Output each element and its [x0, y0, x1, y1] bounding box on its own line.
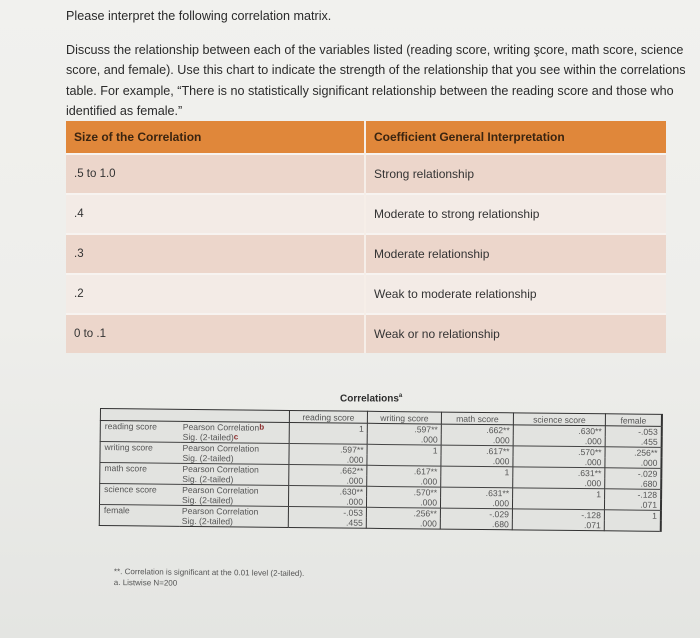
instructions	[66, 6, 686, 122]
cell: .000	[441, 435, 513, 446]
cell: .662**	[441, 424, 513, 435]
column-header: female	[605, 414, 662, 427]
correlation-size-guide-table	[66, 121, 666, 353]
cell: .000	[367, 476, 441, 487]
cell: .256**	[605, 447, 662, 458]
column-header: reading score	[289, 410, 367, 423]
cell: .630**	[513, 425, 605, 436]
cell	[604, 520, 661, 531]
table-notes	[114, 566, 305, 590]
correlations-title-text: Correlations	[340, 393, 399, 405]
significance-note: **. Correlation is significant at the 0.01 level (2-tailed).	[113, 566, 305, 578]
cell: .617**	[441, 445, 513, 456]
cell: .256**	[366, 507, 440, 518]
row-variable: science score	[99, 484, 180, 506]
page-title: Please interpret the following correlation matrix.	[66, 9, 332, 23]
guide-header-interpretation: Coefficient General Interpretation	[365, 121, 666, 154]
cell: .071	[512, 519, 604, 530]
guide-interpretation: Weak to moderate relationship	[365, 274, 666, 314]
cell: .000	[440, 498, 512, 509]
column-header: science score	[513, 413, 605, 426]
cell: -.029	[605, 468, 662, 479]
cell: .631**	[513, 467, 605, 478]
cell: -.128	[605, 489, 662, 500]
correlations-table	[99, 408, 663, 532]
sig-label: Sig. (2-tailed)	[180, 453, 289, 465]
pearson-label: Pearson Correlation	[181, 505, 259, 517]
guide-size: .4	[66, 194, 365, 234]
cell: .000	[288, 496, 366, 507]
row-variable: female	[99, 504, 180, 526]
cell: 1	[289, 422, 367, 433]
pearson-label: Pearson Correlation	[182, 484, 259, 496]
cell: .000	[289, 475, 367, 486]
sig-label: Sig. (2-tailed)	[180, 516, 289, 528]
row-variable: reading score	[100, 421, 181, 443]
cell: .631**	[441, 487, 513, 498]
guide-interpretation: Moderate relationship	[365, 234, 666, 274]
cell: .000	[289, 454, 367, 465]
instructions-text: Discuss the relationship between each of the variables listed (reading score, writing şcore, math score, science score, and female). Use this chart to indicate the strength of the relationship that you see within the correlations table. For example, “There is no statistically significant relationship between the reading score and those who identified as female.”	[66, 42, 686, 118]
column-header: math score	[441, 412, 513, 425]
correlations-title	[340, 393, 402, 404]
guide-row	[66, 194, 666, 234]
cell: -.053	[288, 506, 366, 517]
pearson-label: Pearson Correlation	[182, 421, 260, 433]
cell: .000	[366, 497, 440, 508]
cell: .071	[604, 499, 661, 510]
cell: 1	[513, 488, 605, 499]
cell: .000	[513, 435, 605, 446]
guide-header-row	[66, 121, 666, 154]
cell: .570**	[513, 446, 605, 457]
guide-interpretation: Strong relationship	[365, 154, 666, 194]
cell: .597**	[367, 423, 441, 434]
title-footnote: a	[398, 393, 403, 399]
row-stat-label	[181, 432, 290, 444]
sig-label: Sig. (2-tailed)	[180, 495, 289, 507]
guide-interpretation: Moderate to strong relationship	[365, 194, 666, 234]
cell	[367, 455, 441, 466]
row-variable: math score	[100, 463, 181, 485]
cell	[441, 477, 513, 488]
sig-label: Sig. (2-tailed)	[180, 474, 289, 486]
footnote-mark: b	[259, 422, 265, 432]
guide-size: .2	[66, 274, 365, 314]
guide-header-size: Size of the Correlation	[66, 121, 365, 154]
footnote-mark: c	[233, 432, 239, 442]
guide-row	[66, 314, 666, 353]
cell: -.053	[605, 426, 662, 437]
cell: .000	[605, 457, 662, 468]
cell: -.128	[512, 509, 604, 520]
guide-size: .3	[66, 234, 365, 274]
sig-label: Sig. (2-tailed)	[182, 431, 234, 443]
cell: .630**	[289, 485, 367, 496]
cell: .000	[366, 518, 440, 529]
pearson-label: Pearson Correlation	[182, 463, 259, 475]
guide-row	[66, 154, 666, 194]
row-variable: writing score	[100, 442, 181, 464]
cell: .680	[440, 519, 512, 530]
cell: .570**	[367, 486, 441, 497]
column-header: writing score	[367, 411, 441, 424]
cell	[289, 433, 367, 444]
cell: .617**	[367, 465, 441, 476]
cell: .000	[367, 434, 441, 445]
cell: .000	[441, 456, 513, 467]
cell: .662**	[289, 464, 367, 475]
guide-row	[66, 234, 666, 274]
cell: .000	[513, 456, 605, 467]
cell: 1	[367, 444, 441, 455]
guide-row	[66, 274, 666, 314]
cell: .455	[605, 436, 662, 447]
guide-size: 0 to .1	[66, 314, 365, 353]
cell: 1	[441, 466, 513, 477]
guide-interpretation: Weak or no relationship	[365, 314, 666, 353]
listwise-note: a. Listwise N=200	[113, 577, 178, 588]
pearson-label: Pearson Correlation	[182, 442, 260, 454]
guide-size: .5 to 1.0	[66, 154, 365, 194]
cell: .680	[605, 478, 662, 489]
cell: .455	[288, 517, 366, 528]
cell: .000	[513, 477, 605, 488]
cell: .597**	[289, 443, 367, 454]
cell: 1	[604, 510, 661, 521]
cell: -.029	[440, 508, 512, 519]
